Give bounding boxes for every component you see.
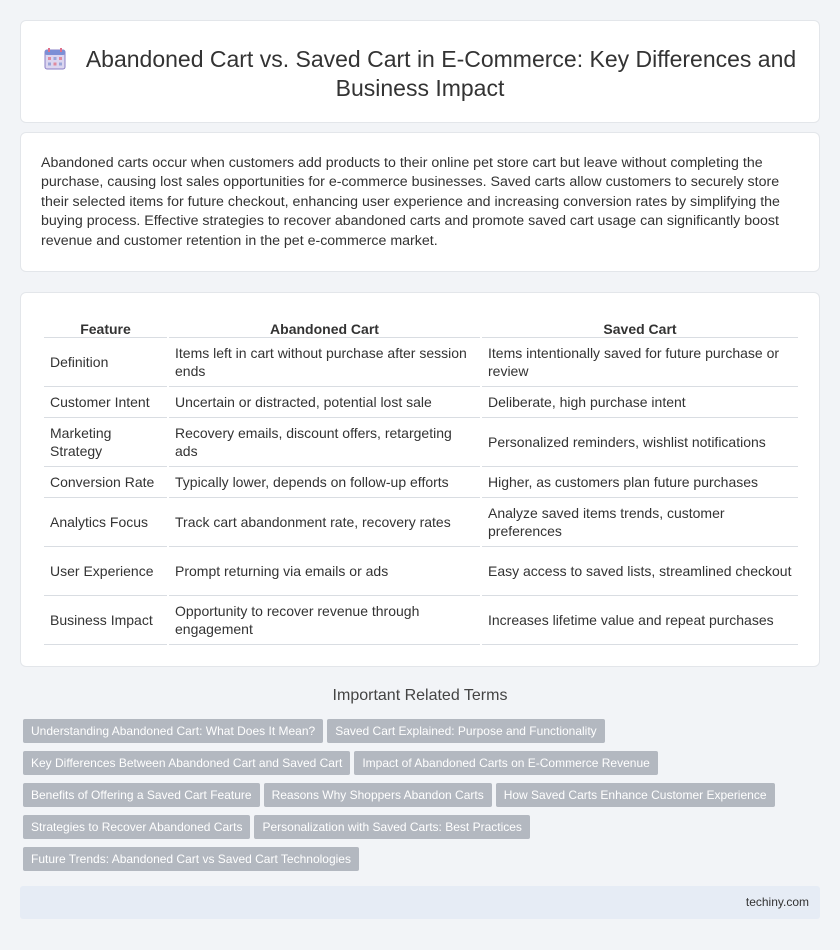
table-row [44,387,798,418]
saved-cell: Items intentionally saved for future purchase or review [482,338,798,387]
related-tag[interactable]: Saved Cart Explained: Purpose and Functionality [327,719,605,743]
table-row [44,338,798,387]
related-tag[interactable]: Personalization with Saved Carts: Best Practices [254,815,529,839]
related-tag[interactable]: Strategies to Recover Abandoned Carts [23,815,250,839]
footer-bar [20,886,820,919]
page-title-wrap [21,45,819,103]
related-tag[interactable]: Impact of Abandoned Carts on E-Commerce Revenue [354,751,657,775]
abandoned-cell: Recovery emails, discount offers, retargeting ads [169,418,480,467]
feature-cell: Business Impact [44,596,167,645]
title-card [20,20,820,123]
feature-cell: Conversion Rate [44,467,167,498]
feature-cell: User Experience [44,547,167,596]
comparison-card [20,292,820,667]
saved-cell: Easy access to saved lists, streamlined checkout [482,547,798,596]
footer-site-link[interactable]: techiny.com [745,895,809,909]
feature-cell: Customer Intent [44,387,167,418]
abandoned-cell: Opportunity to recover revenue through engagement [169,596,480,645]
saved-cell: Higher, as customers plan future purchases [482,467,798,498]
abandoned-cell: Track cart abandonment rate, recovery rates [169,498,480,547]
feature-cell: Definition [44,338,167,387]
table-row [44,418,798,467]
header-abandoned-cart: Abandoned Cart [169,314,480,338]
saved-cell: Analyze saved items trends, customer preferences [482,498,798,547]
intro-card [20,132,820,272]
related-tag[interactable]: Reasons Why Shoppers Abandon Carts [264,783,492,807]
header-saved-cart: Saved Cart [482,314,798,338]
calendar-grid-icon [44,48,66,70]
table-header-row [44,314,798,338]
abandoned-cell: Prompt returning via emails or ads [169,547,480,596]
feature-cell: Analytics Focus [44,498,167,547]
related-tag[interactable]: Key Differences Between Abandoned Cart and Saved Cart [23,751,350,775]
table-row [44,498,798,547]
feature-cell: Marketing Strategy [44,418,167,467]
table-row [44,467,798,498]
saved-cell: Deliberate, high purchase intent [482,387,798,418]
related-tag[interactable]: How Saved Carts Enhance Customer Experience [496,783,775,807]
header-feature: Feature [44,314,167,338]
page-title: Abandoned Cart vs. Saved Cart in E-Commerce: Key Differences and Business Impact [85,46,797,101]
saved-cell: Personalized reminders, wishlist notifications [482,418,798,467]
related-tag[interactable]: Future Trends: Abandoned Cart vs Saved Cart Technologies [23,847,359,871]
related-tag[interactable]: Benefits of Offering a Saved Cart Feature [23,783,260,807]
table-row [44,596,798,645]
abandoned-cell: Items left in cart without purchase after session ends [169,338,480,387]
saved-cell: Increases lifetime value and repeat purchases [482,596,798,645]
comparison-table [42,314,800,645]
table-row [44,547,798,596]
abandoned-cell: Typically lower, depends on follow-up efforts [169,467,480,498]
related-tag[interactable]: Understanding Abandoned Cart: What Does It Mean? [23,719,323,743]
abandoned-cell: Uncertain or distracted, potential lost sale [169,387,480,418]
intro-paragraph: Abandoned carts occur when customers add products to their online pet store cart but leave without completing the purchase, causing lost sales opportunities for e-commerce businesses. Saved carts allow customers to securely store their selected items for future checkout, enhancing user experience and increasing conversion rates by simplifying the buying process. Effective strategies to recover abandoned carts and promote saved cart usage can significantly boost revenue and customer retention in the pet e-commerce market. [41,155,780,249]
related-terms-title: Important Related Terms [332,687,508,704]
related-tags [23,719,823,879]
